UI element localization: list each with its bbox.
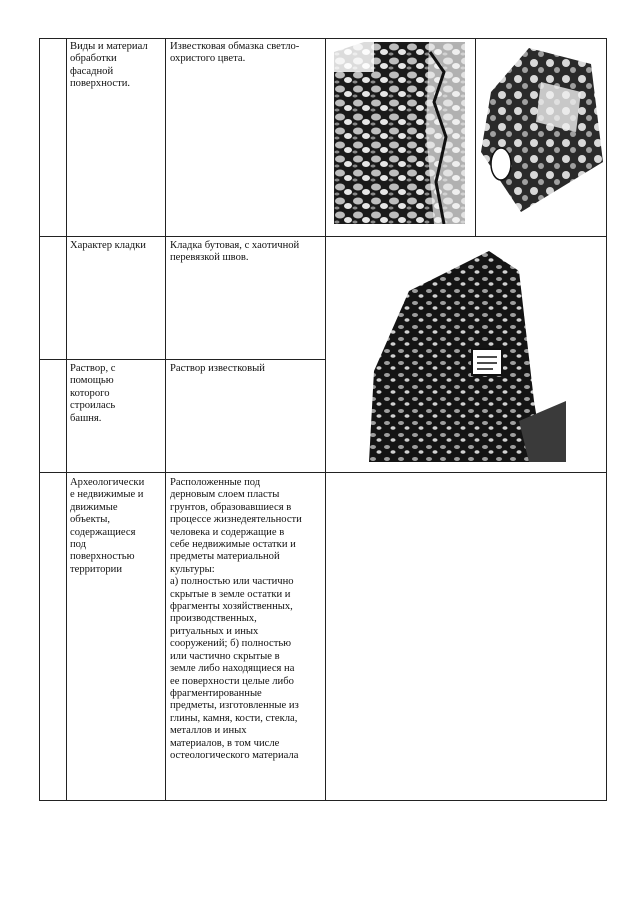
table-border-right	[606, 38, 607, 800]
row-3-value: Раствор известковый	[170, 363, 265, 374]
row-2-label: Характер кладки	[70, 240, 146, 251]
table-col-divider-3	[325, 38, 326, 800]
row-1-label: Виды и материал обработки фасадной поверхности.	[70, 41, 148, 90]
row-1-value: Известковая обмазка светло- охристого цвета.	[170, 41, 300, 65]
row-3-label: Раствор, с помощью которого строилась башня.	[70, 363, 116, 424]
row-4-value: Расположенные под дерновым слоем пласты грунтов, образовавшиеся в процессе жизнедеятельности человека и содержащие в себе недвижимые остатки и предметы материальной культуры: а) полностью или частично скрытые в земле остатки и фрагменты хозяйственных, производственных, ритуальных и иных сооружений; б) полностью или частично скрытые в земле либо находящиеся на ее поверхности целые либо фрагментированные предметы, изготовленные из глины, камня, кости, стекла, металлов и иных материалов, в том числе остеологического материала	[170, 477, 302, 761]
tower-photo	[369, 251, 566, 462]
stone-detail-photo	[481, 42, 603, 212]
table-col-divider-1	[66, 38, 67, 800]
facade-closeup-photo	[334, 42, 465, 224]
table-border-left	[39, 38, 40, 800]
table-border-top	[39, 38, 607, 39]
row-2-value: Кладка бутовая, с хаотичной перевязкой швов.	[170, 240, 300, 264]
table-row-divider-3	[39, 472, 607, 473]
table-border-bottom	[39, 800, 607, 801]
table-row-divider-2	[39, 359, 326, 360]
table-row-divider-1	[39, 236, 607, 237]
table-col-divider-2	[165, 38, 166, 800]
table-photo-divider	[475, 38, 476, 237]
row-4-label: Археологически е недвижимые и движимые объекты, содержащиеся под поверхностью территории	[70, 477, 145, 575]
